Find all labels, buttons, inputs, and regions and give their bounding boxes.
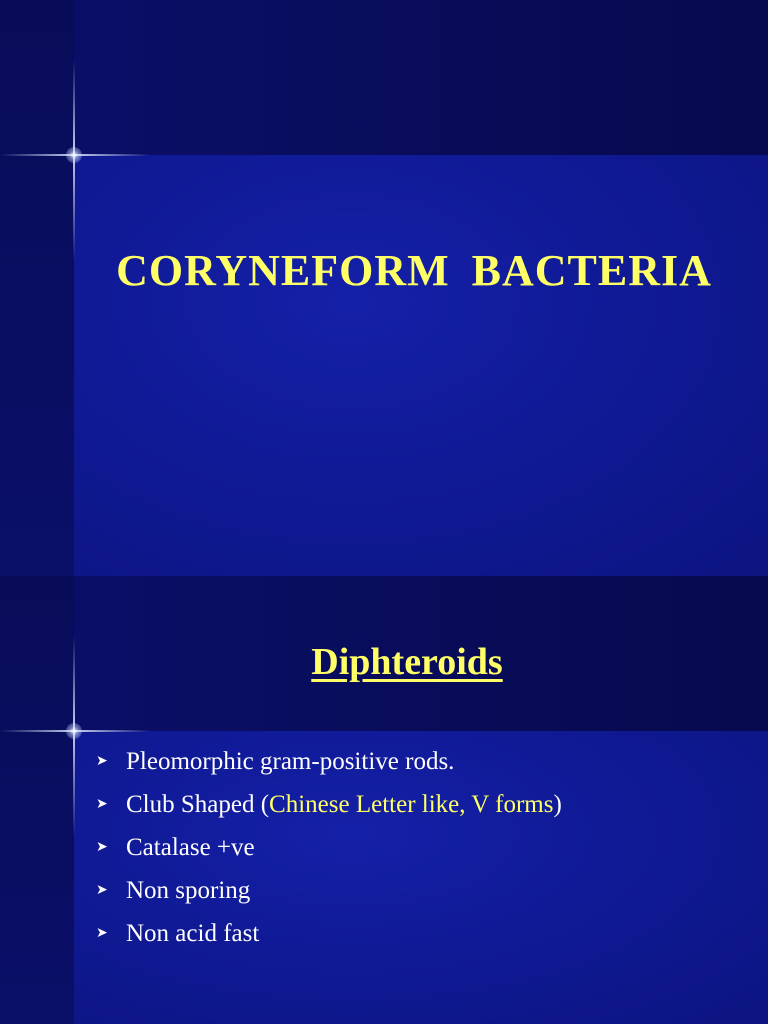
bullet-text: Catalase +ve xyxy=(126,834,255,861)
bullet-item xyxy=(96,877,562,920)
slide-content-panel xyxy=(74,155,768,576)
bullet-item xyxy=(96,748,562,791)
bullet-item xyxy=(96,920,562,963)
bullet-item xyxy=(96,834,562,877)
bullet-text: Pleomorphic gram-positive rods. xyxy=(126,748,455,775)
light-flare-icon xyxy=(66,147,82,163)
bullet-list xyxy=(96,748,562,963)
content-slide xyxy=(0,576,768,1024)
light-flare-icon xyxy=(66,723,82,739)
arrowhead-bullet-icon: ➤ xyxy=(96,882,108,898)
bullet-text-highlight: Chinese Letter like, V forms xyxy=(269,791,554,818)
slide-left-band xyxy=(0,0,74,576)
arrowhead-bullet-icon: ➤ xyxy=(96,796,108,812)
bullet-text-before: Club Shaped ( xyxy=(126,791,270,818)
bullet-text: Non sporing xyxy=(126,877,251,904)
bullet-text: Non acid fast xyxy=(126,920,260,947)
slide-heading: Diphteroids xyxy=(311,641,503,683)
slide-left-band xyxy=(0,576,74,1024)
arrowhead-bullet-icon: ➤ xyxy=(96,753,108,769)
slide-title: CORYNEFORM BACTERIA xyxy=(116,246,712,295)
bullet-text xyxy=(126,791,562,819)
arrowhead-bullet-icon: ➤ xyxy=(96,925,108,941)
arrowhead-bullet-icon: ➤ xyxy=(96,839,108,855)
bullet-text-after: ) xyxy=(553,791,562,818)
slide-top-band xyxy=(0,0,768,155)
bullet-item xyxy=(96,791,562,834)
